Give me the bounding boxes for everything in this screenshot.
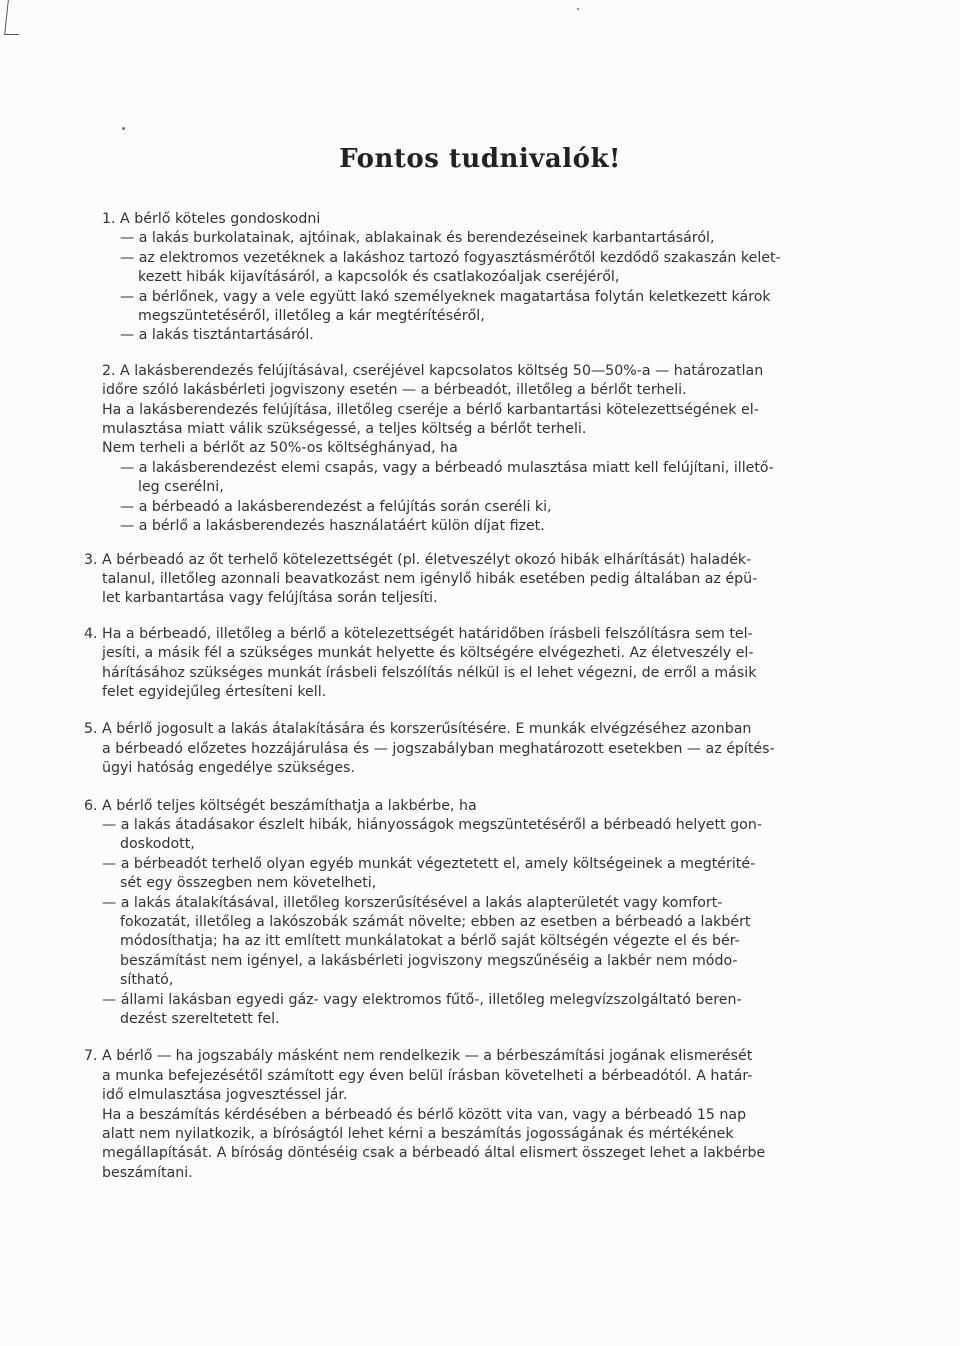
text-line: mulasztása miatt válik szükségessé, a teljes költség a bérlőt terheli. [102,421,587,438]
text-line: — a lakás átadásakor észlelt hibák, hiányosságok megszüntetéséről a bérbeadó helyett gon- [102,816,762,833]
text-line: idő elmulasztása jogvesztéssel jár. [102,1087,348,1104]
text-line: sét egy összegben nem követelheti, [120,875,377,892]
text-line: a munka befejezésétől számított egy éven belül írásban követelheti a bérbeadótól. A határ- [102,1067,753,1084]
text-line: sítható, [120,972,174,989]
text-line: — a bérlőnek, vagy a vele együtt lakó személyeknek magatartása folytán keletkezett károk [120,288,771,305]
text-line: — az elektromos vezetéknek a lakáshoz tartozó fogyasztásmérőtől kezdődő szakaszán kelet- [120,249,781,266]
section-1 [84,210,844,346]
text-line: 3. A bérbeadó az őt terhelő kötelezettségét (pl. életveszélyt okozó hibák elhárítását) haladék- [84,551,752,568]
speck [122,127,125,130]
text-line: felet egyidejűleg értesíteni kell. [102,683,327,700]
text-line: 2. A lakásberendezés felújításával, cseréjével kapcsolatos költség 50—50%-a — határozatlan [102,362,764,379]
text-line: megállapítását. A bíróság döntéséig csak a bérbeadó által elismert összeget lehet a lakbérbe [102,1145,766,1162]
text-line: beszámítani. [102,1164,193,1181]
text-line: — a lakás átalakításával, illetőleg korszerűsítésével a lakás alapterületét vagy komfort- [102,894,723,911]
text-line: 1. A bérlő köteles gondoskodni [102,211,321,227]
section-3 [84,551,844,609]
text-line: — a lakás burkolatainak, ajtóinak, ablakainak és berendezéseinek karbantartásáról, [120,230,715,247]
text-line: beszámítást nem igényel, a lakásbérleti jogviszony megszűnéséig a lakbér nem módo- [120,952,738,969]
text-line: jesíti, a másik fél a szükséges munkát helyette és költségére elvégezheti. Az életveszély el- [102,645,754,662]
corner-mark [4,0,23,35]
text-line: dezést szereltetett fel. [120,1011,280,1028]
text-line: fokozatát, illetőleg a lakószobák számát növelte; ebben az esetben a bérbeadó a lakbért [120,914,751,930]
document-body [84,210,844,1183]
section-7 [84,1047,844,1183]
section-2 [84,362,844,537]
text-line: — állami lakásban egyedi gáz- vagy elektromos fűtő-, illetőleg melegvízszolgáltató beren- [102,991,742,1008]
text-line: — a lakásberendezést elemi csapás, vagy a bérbeadó mulasztása miatt kell felújítani, illető- [120,459,774,476]
text-line: — a bérlő a lakásberendezés használatáért külön díjat fizet. [120,518,545,535]
text-line: doskodott, [120,836,195,853]
text-line: talanul, illetőleg azonnali beavatkozást nem igénylő hibák esetében pedig általában az épü- [102,570,758,587]
text-line: — a bérbeadót terhelő olyan egyéb munkát végeztetett el, amely költségeinek a megtérité- [102,855,756,872]
page-title: Fontos tudnivalók! [339,144,621,174]
text-line: — a lakás tisztántartásáról. [120,327,314,344]
text-line: 4. Ha a bérbeadó, illetőleg a bérlő a kötelezettségét határidőben írásbeli felszólításra sem tel- [84,625,753,642]
text-line: a bérbeadó előzetes hozzájárulása és — jogszabályban meghatározott esetekben — az építés- [102,740,775,757]
text-line: módosíthatja; ha az itt említett munkálatokat a bérlő saját költségén végezte el és bér- [120,933,740,950]
text-line: megszüntetéséről, illetőleg a kár megtérítéséről, [138,308,485,325]
text-line: Nem terheli a bérlőt az 50%-os költséghányad, ha [102,440,458,457]
text-line: időre szóló lakásbérleti jogviszony esetén — a bérbeadót, illetőleg a bérlőt terheli. [102,382,687,399]
text-line: — a bérbeadó a lakásberendezést a felújítás során cseréli ki, [120,498,552,515]
section-6 [84,797,844,1030]
text-line: Ha a beszámítás kérdésében a bérbeadó és bérlő között vita van, vagy a bérbeadó 15 nap [102,1106,747,1123]
section-5 [84,720,844,778]
text-line: alatt nem nyilatkozik, a bíróságtól lehet kérni a beszámítás jogosságának és mértékének [102,1126,734,1143]
text-line: leg cserélni, [138,479,224,496]
text-line: ügyi hatóság engedélye szükséges. [102,760,355,777]
speck [577,8,579,10]
text-line: 6. A bérlő teljes költségét beszámíthatja a lakbérbe, ha [84,797,477,814]
text-line: 5. A bérlő jogosult a lakás átalakítására és korszerűsítésére. E munkák elvégzéséhez azonban [84,721,752,738]
text-line: hárításához szükséges munkát írásbeli felszólítás nélkül is el lehet végezni, de erről a másik [102,664,757,681]
text-line: kezett hibák kijavításáról, a kapcsolók és csatlakozóaljak cseréjéről, [138,269,620,286]
text-line: let karbantartása vagy felújítása során teljesíti. [102,590,438,607]
section-4 [84,625,844,703]
text-line: 7. A bérlő — ha jogszabály másként nem rendelkezik — a bérbeszámítási jogának elismerését [84,1048,753,1065]
text-line: Ha a lakásberendezés felújítása, illetőleg cseréje a bérlő karbantartási kötelezettségének el- [102,401,759,418]
